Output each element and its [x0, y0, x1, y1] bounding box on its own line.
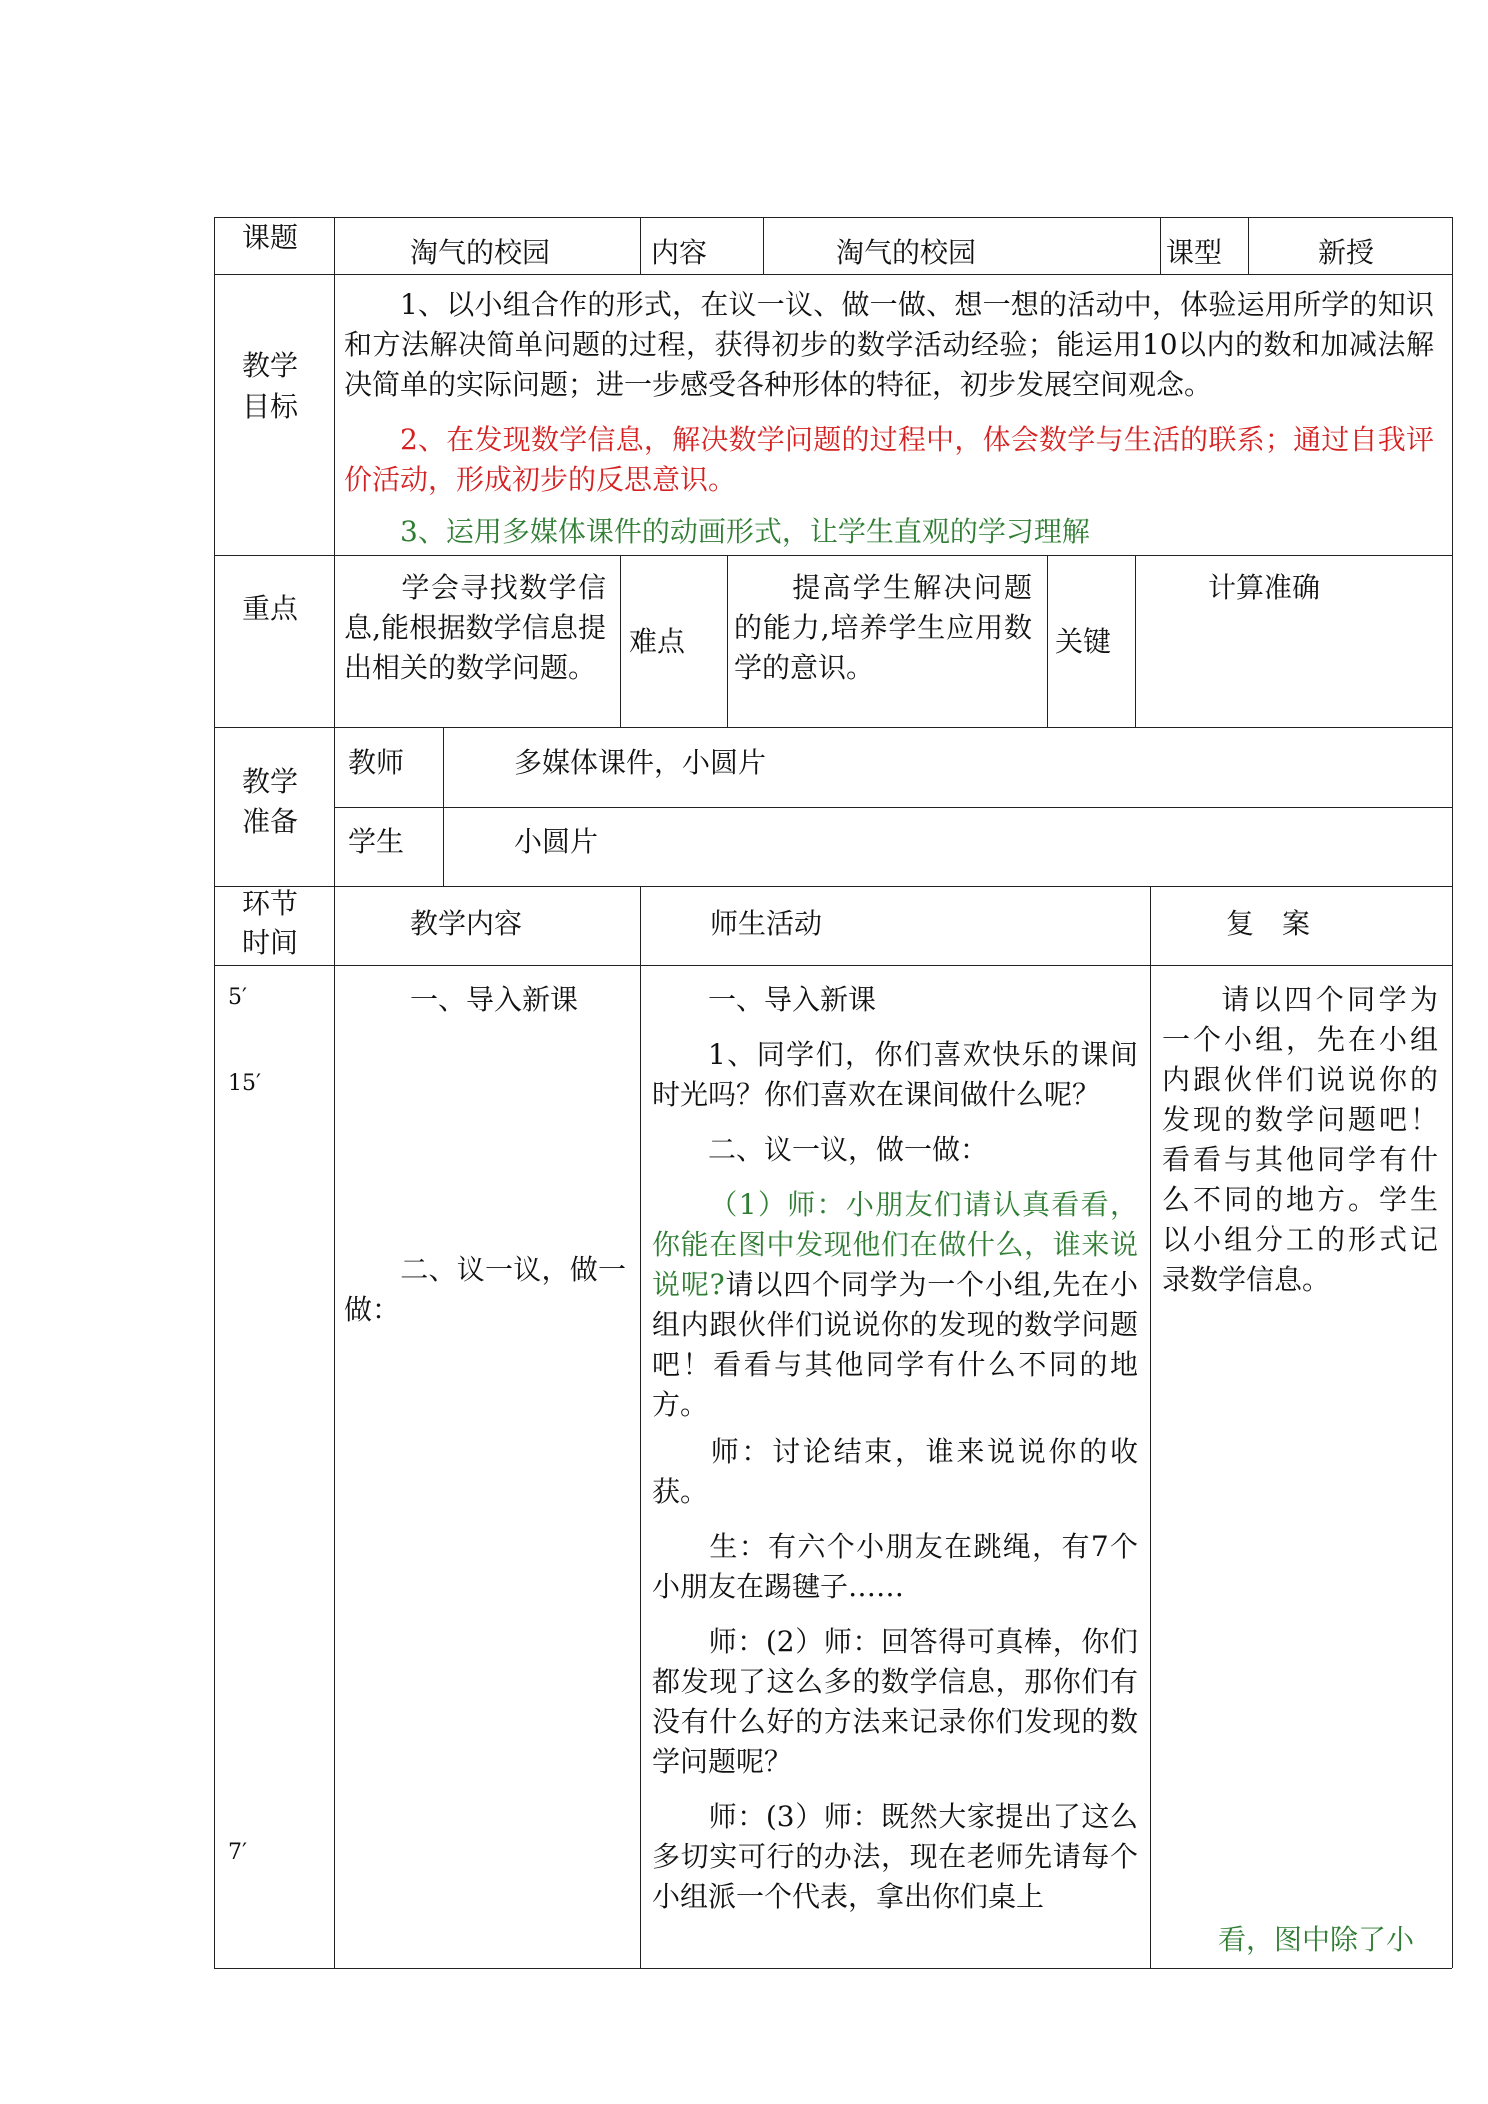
time-marker: 15′: [228, 1071, 261, 1096]
table-border: [214, 1968, 1452, 1969]
table-border: [214, 555, 1452, 556]
table-border: [214, 217, 1452, 218]
key-point-text: 学会寻找数学信息,能根据数学信息提出相关的数学问题。: [344, 571, 606, 684]
prep-label-line2: 准备: [242, 805, 299, 838]
table-border: [763, 217, 764, 274]
content-label: 内容: [651, 236, 708, 269]
table-border: [334, 886, 335, 1968]
teacher-value: 多媒体课件，小圆片: [514, 746, 767, 779]
key-point-label: 重点: [242, 592, 299, 625]
type-value: 新授: [1318, 236, 1375, 269]
content-item-intro: 一、导入新课: [410, 983, 579, 1016]
stage-header-line1: 环节: [242, 887, 299, 920]
review-paragraph: 请以四个同学为一个小组，先在小组内跟伙伴们说说你的发现的数学问题吧！看看与其他同学有什么不同的地方。学生以小组分工的形式记录数学信息。: [1162, 983, 1438, 1296]
activity-paragraph: 1、同学们，你们喜欢快乐的课间时光吗？你们喜欢在课间做什么呢？: [652, 1038, 1138, 1111]
activity-paragraph: 师：讨论结束，谁来说说你的收获。: [652, 1435, 1138, 1508]
table-border: [640, 217, 641, 274]
table-border: [443, 727, 444, 886]
table-border: [214, 274, 1452, 275]
objectives-label-line1: 教学: [242, 349, 299, 382]
table-border: [1160, 217, 1161, 274]
table-border: [1248, 217, 1249, 274]
table-border: [214, 217, 215, 1968]
activity-paragraph: 生：有六个小朋友在跳绳，有7个小朋友在踢毽子……: [652, 1530, 1138, 1603]
table-border: [620, 555, 621, 727]
objective-1: 1、以小组合作的形式，在议一议、做一做、想一想的活动中，体验运用所学的知识和方法解决简单问题的过程，获得初步的数学活动经验；能运用10以内的数和加减法解决简单的实际问题；进一步感受各种形体的特征，初步发展空间观念。: [344, 288, 1434, 401]
table-border: [334, 807, 1452, 808]
review-green-text: 看，图中除了小: [1218, 1923, 1415, 1956]
time-marker: 7′: [228, 1840, 247, 1865]
table-border: [1047, 555, 1048, 727]
content-value: 淘气的校园: [836, 236, 977, 269]
student-value: 小圆片: [514, 825, 599, 858]
student-label: 学生: [348, 825, 405, 858]
topic-label: 课题: [242, 221, 299, 254]
table-border: [214, 727, 1452, 728]
table-border: [334, 217, 335, 886]
type-label: 课型: [1166, 236, 1223, 269]
table-border: [1135, 555, 1136, 727]
crux-label: 关键: [1055, 625, 1112, 658]
content-header: 教学内容: [410, 907, 523, 940]
activity-intro-title: 一、导入新课: [708, 983, 877, 1016]
crux-text: 计算准确: [1208, 571, 1321, 604]
activity-paragraph: 师：(2）师：回答得可真棒，你们都发现了这么多的数学信息，那你们有没有什么好的方法来记录你们发现的数学问题呢？: [652, 1625, 1138, 1778]
stage-header-line2: 时间: [242, 926, 299, 959]
table-border: [1150, 886, 1151, 1968]
activity-paragraph: 师：(3）师：既然大家提出了这么多切实可行的办法，现在老师先请每个小组派一个代表，拿出你们桌上: [652, 1800, 1138, 1913]
table-border: [640, 886, 641, 1968]
table-border: [727, 555, 728, 727]
table-border: [214, 886, 1452, 887]
activity-green-text: （1）师：小朋友们请认真看看，你能在图中发现他们在做什么，谁来说说呢?: [652, 1188, 1138, 1301]
activity-discuss-title: 二、议一议，做一做：: [708, 1133, 989, 1166]
topic-value: 淘气的校园: [410, 236, 551, 269]
difficult-point-text: 提高学生解决问题的能力,培养学生应用数学的意识。: [734, 571, 1032, 684]
teacher-label: 教师: [348, 746, 405, 779]
content-item-discuss: 二、议一议，做一做：: [344, 1253, 626, 1326]
objectives-label-line2: 目标: [242, 390, 299, 423]
table-border: [1452, 217, 1453, 1968]
difficult-point-label: 难点: [629, 625, 686, 658]
table-border: [214, 965, 1452, 966]
time-marker: 5′: [228, 985, 247, 1010]
activity-header: 师生活动: [710, 907, 823, 940]
review-header: 复 案: [1226, 907, 1311, 940]
objective-2: 2、在发现数学信息，解决数学问题的过程中，体会数学与生活的联系；通过自我评价活动，形成初步的反思意识。: [344, 423, 1434, 496]
prep-label-line1: 教学: [242, 765, 299, 798]
objective-3: 3、运用多媒体课件的动画形式，让学生直观的学习理解: [400, 515, 1090, 548]
activity-paragraph: （1）师：小朋友们请认真看看，你能在图中发现他们在做什么，谁来说说呢?请以四个同学为一个小组,先在小组内跟伙伴们说说你的发现的数学问题吧！看看与其他同学有什么不同的地方。: [652, 1188, 1138, 1421]
